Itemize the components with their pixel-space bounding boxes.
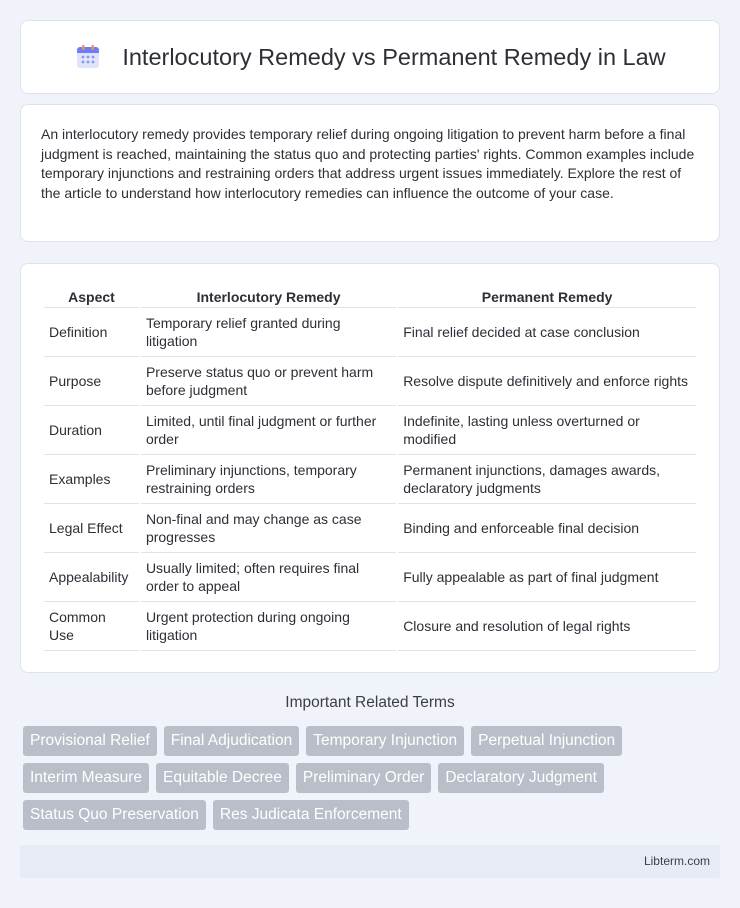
table-row (44, 357, 696, 406)
footer (20, 845, 720, 878)
row-interlocutory: Preserve status quo or prevent harm before judgment (141, 357, 396, 406)
page-title: Interlocutory Remedy vs Permanent Remedy in Law (122, 43, 666, 70)
row-aspect: Common Use (44, 602, 139, 651)
row-aspect: Legal Effect (44, 504, 139, 553)
table-row (44, 553, 696, 602)
row-permanent: Permanent injunctions, damages awards, declaratory judgments (398, 455, 696, 504)
related-term-tag[interactable]: Status Quo Preservation (23, 800, 206, 830)
row-permanent: Indefinite, lasting unless overturned or modified (398, 406, 696, 455)
row-aspect: Duration (44, 406, 139, 455)
related-term-tag[interactable]: Equitable Decree (156, 763, 289, 793)
row-permanent: Closure and resolution of legal rights (398, 602, 696, 651)
table-header-row (44, 286, 696, 308)
row-aspect: Purpose (44, 357, 139, 406)
row-aspect: Definition (44, 308, 139, 357)
header-interlocutory: Interlocutory Remedy (141, 286, 396, 308)
related-term-tag[interactable]: Final Adjudication (164, 726, 300, 756)
comparison-table-card (20, 263, 720, 673)
intro-card (20, 104, 720, 242)
table-row (44, 602, 696, 651)
row-permanent: Resolve dispute definitively and enforce rights (398, 357, 696, 406)
calendar-icon (74, 43, 102, 71)
header-permanent: Permanent Remedy (398, 286, 696, 308)
header-aspect: Aspect (44, 286, 139, 308)
related-terms-list (23, 726, 703, 830)
row-permanent: Final relief decided at case conclusion (398, 308, 696, 357)
row-interlocutory: Temporary relief granted during litigation (141, 308, 396, 357)
row-interlocutory: Urgent protection during ongoing litigation (141, 602, 396, 651)
related-term-tag[interactable]: Preliminary Order (296, 763, 431, 793)
comparison-table (42, 286, 698, 651)
related-term-tag[interactable]: Perpetual Injunction (471, 726, 622, 756)
related-term-tag[interactable]: Res Judicata Enforcement (213, 800, 409, 830)
row-permanent: Fully appealable as part of final judgment (398, 553, 696, 602)
row-interlocutory: Usually limited; often requires final order to appeal (141, 553, 396, 602)
title-card (20, 20, 720, 94)
row-interlocutory: Preliminary injunctions, temporary restraining orders (141, 455, 396, 504)
row-interlocutory: Non-final and may change as case progresses (141, 504, 396, 553)
related-terms-title: Important Related Terms (285, 694, 455, 711)
related-term-tag[interactable]: Temporary Injunction (306, 726, 464, 756)
row-aspect: Appealability (44, 553, 139, 602)
related-term-tag[interactable]: Declaratory Judgment (438, 763, 604, 793)
intro-paragraph: An interlocutory remedy provides temporary relief during ongoing litigation to prevent harm before a final judgment is reached, maintaining the status quo and protecting parties' rights. Common examples include temporary injunctions and restraining orders that address urgent issues immediately. Explore the rest of the article to understand how interlocutory remedies can influence the outcome of your case. (41, 126, 695, 201)
table-row (44, 504, 696, 553)
table-row (44, 406, 696, 455)
row-interlocutory: Limited, until final judgment or further order (141, 406, 396, 455)
related-term-tag[interactable]: Provisional Relief (23, 726, 157, 756)
row-aspect: Examples (44, 455, 139, 504)
related-term-tag[interactable]: Interim Measure (23, 763, 149, 793)
table-row (44, 455, 696, 504)
footer-site-link[interactable]: Libterm.com (643, 854, 710, 868)
row-permanent: Binding and enforceable final decision (398, 504, 696, 553)
table-row (44, 308, 696, 357)
